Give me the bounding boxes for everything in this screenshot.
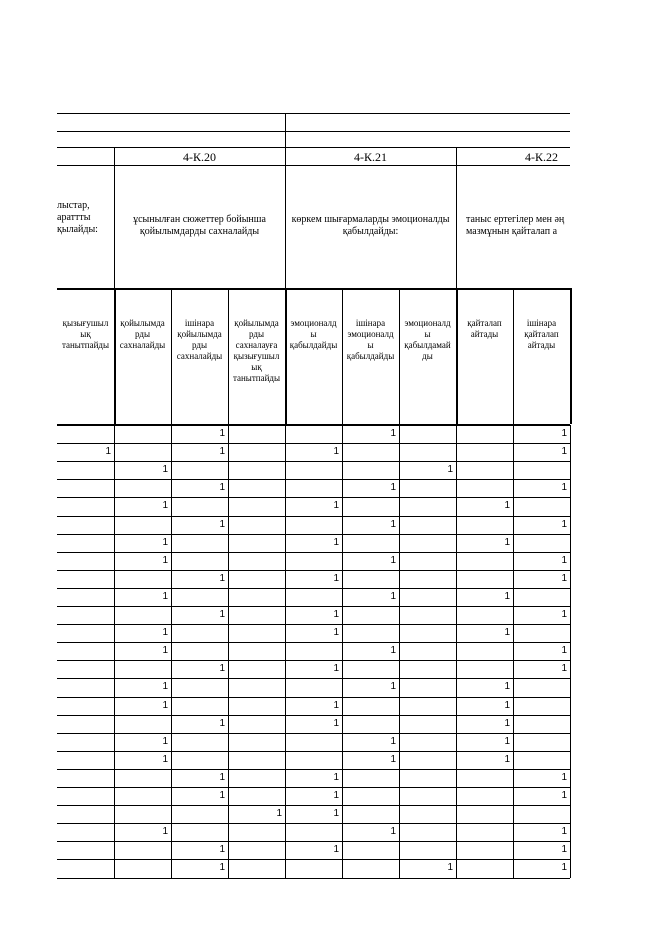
table-cell-value: 1 xyxy=(219,573,225,584)
table-cell-value: 1 xyxy=(333,790,339,801)
table-cell-value: 1 xyxy=(333,573,339,584)
table-cell-value: 1 xyxy=(219,663,225,674)
table-cell-value: 1 xyxy=(504,718,510,729)
table-cell-value: 1 xyxy=(219,446,225,457)
group-header-k20: ұсынылған сюжеттер бойынша қойылымдарды сахналайды xyxy=(133,214,266,237)
subheader-cell: ішінара эмоционалд ы қабылдайды xyxy=(346,318,395,361)
group-separator-1 xyxy=(285,147,286,288)
table-cell-value: 1 xyxy=(561,573,567,584)
table-cell-value: 1 xyxy=(390,591,396,602)
table-cell-value: 1 xyxy=(504,537,510,548)
table-cell-value: 1 xyxy=(561,482,567,493)
subheader-cell: эмоционалд ы қабылдамай ды xyxy=(404,318,451,361)
subheader-cell: ішінара қойылымда рды сахналайды xyxy=(176,318,223,361)
table-cell-value: 1 xyxy=(390,428,396,439)
subheader-cell: эмоционалд ы қабылдайды xyxy=(289,318,338,350)
table-cell-value: 1 xyxy=(390,681,396,692)
table-cell-value: 1 xyxy=(504,500,510,511)
table-cell-value: 1 xyxy=(561,645,567,656)
table-cell-value: 1 xyxy=(333,844,339,855)
data-row-line xyxy=(57,878,570,879)
table-cell-value: 1 xyxy=(219,772,225,783)
table-cell-value: 1 xyxy=(333,700,339,711)
table-cell-value: 1 xyxy=(390,826,396,837)
table-cell-value: 1 xyxy=(504,754,510,765)
row-line-3 xyxy=(57,147,570,148)
table-cell-value: 1 xyxy=(162,754,168,765)
table-cell-value: 1 xyxy=(561,519,567,530)
data-row-line xyxy=(57,859,570,860)
table-cell-value: 1 xyxy=(162,591,168,602)
data-col-line-6 xyxy=(399,425,400,878)
table-cell-value: 1 xyxy=(219,718,225,729)
table-cell-value: 1 xyxy=(561,826,567,837)
group-separator-0 xyxy=(114,147,115,288)
table-cell-value: 1 xyxy=(333,446,339,457)
table-cell-value: 1 xyxy=(162,736,168,747)
header-row-bottom-line xyxy=(57,288,570,290)
table-cell-value: 1 xyxy=(219,609,225,620)
subheader-cell: қойылымда рды сахналауға қызығушыл ық танытпайды xyxy=(232,318,281,383)
table-cell-value: 1 xyxy=(390,645,396,656)
table-cell-value: 1 xyxy=(390,754,396,765)
table-cell-value: 1 xyxy=(504,700,510,711)
data-row-line xyxy=(57,516,570,517)
data-col-line-9 xyxy=(570,425,571,878)
table-cell-value: 1 xyxy=(561,844,567,855)
table-cell-value: 1 xyxy=(105,446,111,457)
table-cell-value: 1 xyxy=(219,844,225,855)
table-cell-value: 1 xyxy=(162,700,168,711)
table-cell-value: 1 xyxy=(390,736,396,747)
data-row-line xyxy=(57,425,570,426)
group-header-partial: лыстар, араттты қылайды: xyxy=(57,200,98,235)
table-cell-value: 1 xyxy=(447,862,453,873)
table-cell-value: 1 xyxy=(447,464,453,475)
subheader-col-line-9 xyxy=(570,288,572,424)
table-cell-value: 1 xyxy=(219,482,225,493)
table-cell-value: 1 xyxy=(162,681,168,692)
row-line-2 xyxy=(57,131,570,132)
table-cell-value: 1 xyxy=(561,609,567,620)
table-cell-value: 1 xyxy=(561,555,567,566)
table-cell-value: 1 xyxy=(276,808,282,819)
code-k22: 4-К.22 xyxy=(525,150,558,164)
table-cell-value: 1 xyxy=(561,663,567,674)
table-cell-value: 1 xyxy=(333,537,339,548)
table-cell-value: 1 xyxy=(219,790,225,801)
group-separator-2 xyxy=(456,147,457,288)
table-cell-value: 1 xyxy=(162,826,168,837)
table-cell-value: 1 xyxy=(561,862,567,873)
table-cell-value: 1 xyxy=(219,862,225,873)
table-cell-value: 1 xyxy=(219,519,225,530)
table-cell-value: 1 xyxy=(390,519,396,530)
table-cell-value: 1 xyxy=(504,736,510,747)
table-cell-value: 1 xyxy=(162,645,168,656)
subheader-cell: ішінара қайталап айтады xyxy=(524,318,559,350)
table-cell-value: 1 xyxy=(219,428,225,439)
table-cell-value: 1 xyxy=(162,500,168,511)
top-border-line xyxy=(57,113,570,114)
table-cell-value: 1 xyxy=(333,500,339,511)
table-cell-value: 1 xyxy=(162,537,168,548)
table-cell-value: 1 xyxy=(162,627,168,638)
subheader-cell: қойылымда рды сахналайды xyxy=(119,318,166,350)
code-row-bottom-line xyxy=(57,165,570,166)
table-cell-value: 1 xyxy=(504,681,510,692)
data-row-line xyxy=(57,479,570,480)
table-cell-value: 1 xyxy=(333,808,339,819)
table-cell-value: 1 xyxy=(333,663,339,674)
code-k20: 4-К.20 xyxy=(183,150,216,164)
table-cell-value: 1 xyxy=(333,772,339,783)
group-header-k22: таныс ертегілер мен әң мазмұнын қайталап а xyxy=(466,214,565,237)
table-cell-value: 1 xyxy=(162,464,168,475)
code-k21: 4-К.21 xyxy=(354,150,387,164)
table-cell-value: 1 xyxy=(333,609,339,620)
table-cell-value: 1 xyxy=(504,627,510,638)
table-cell-value: 1 xyxy=(390,482,396,493)
subheader-cell: қайталап айтады xyxy=(467,318,502,339)
data-col-line-7 xyxy=(456,425,457,878)
table-cell-value: 1 xyxy=(162,555,168,566)
table-cell-value: 1 xyxy=(561,446,567,457)
table-cell-value: 1 xyxy=(333,718,339,729)
table-cell-value: 1 xyxy=(390,555,396,566)
table-cell-value: 1 xyxy=(561,428,567,439)
table-cell-value: 1 xyxy=(504,591,510,602)
group-header-k21: көркем шығармаларды эмоционалды қабылдайды: xyxy=(291,214,450,237)
table-cell-value: 1 xyxy=(561,790,567,801)
subheader-cell: қызығушыл ық танытпайды xyxy=(61,318,110,350)
table-cell-value: 1 xyxy=(333,627,339,638)
table-cell-value: 1 xyxy=(561,772,567,783)
